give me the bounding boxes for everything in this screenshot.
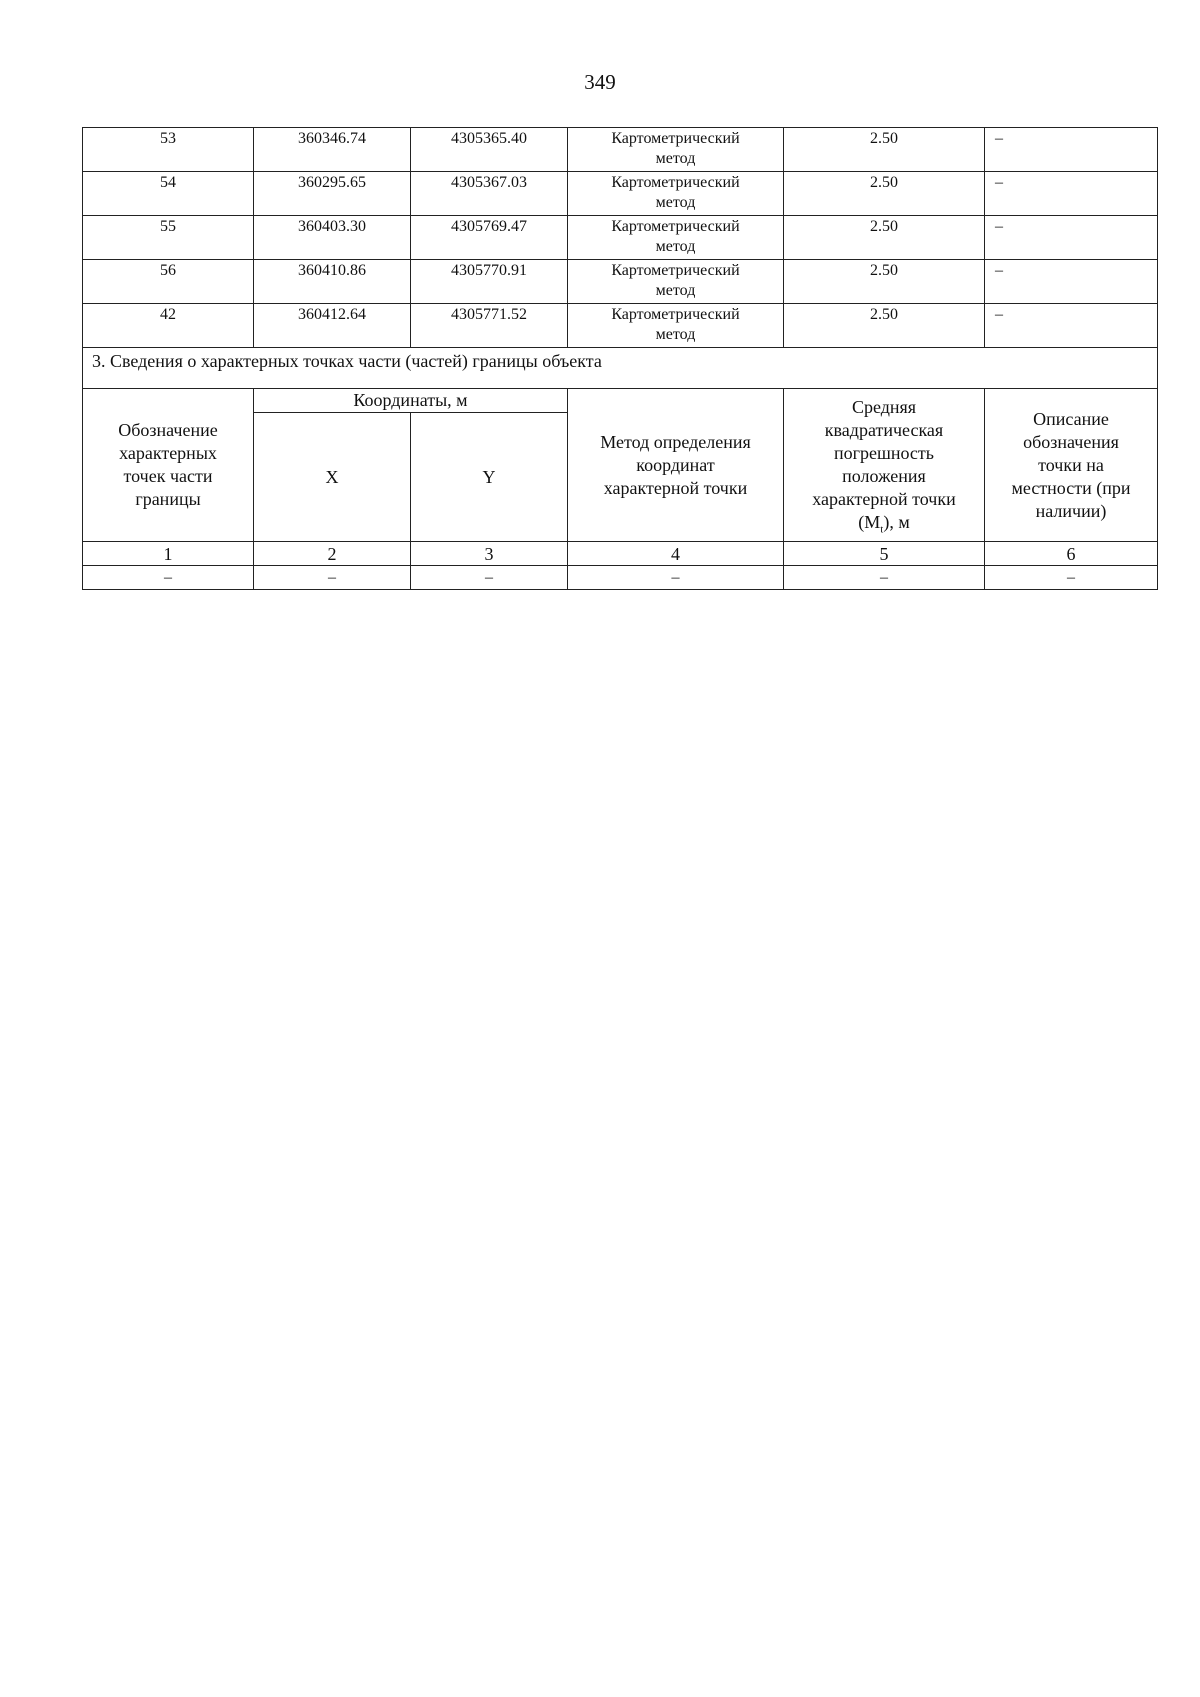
method-cell: [568, 172, 784, 216]
description-cell: –: [985, 172, 1158, 216]
section-title-row: [83, 348, 1158, 389]
header-line: наличии): [1035, 500, 1107, 521]
empty-cell: –: [985, 566, 1158, 590]
point-cell: 54: [83, 172, 254, 216]
method-line: метод: [655, 238, 696, 255]
coordinates-table: [82, 127, 1158, 590]
y-cell: 4305770.91: [411, 260, 568, 304]
description-cell: –: [985, 128, 1158, 172]
empty-data-row: [83, 566, 1158, 590]
empty-cell: –: [254, 566, 411, 590]
y-cell: 4305771.52: [411, 304, 568, 348]
page-number: 349: [584, 70, 616, 94]
column-number: 3: [411, 542, 568, 566]
header-line: характерных: [119, 443, 217, 463]
error-cell: 2.50: [784, 172, 985, 216]
table-row: [83, 216, 1158, 260]
column-number: 4: [568, 542, 784, 566]
method-header: [568, 389, 784, 542]
y-header: Y: [411, 413, 568, 542]
error-cell: 2.50: [784, 216, 985, 260]
point-cell: 53: [83, 128, 254, 172]
column-number-row: [83, 542, 1158, 566]
header-line: положения: [842, 466, 926, 486]
x-cell: 360412.64: [254, 304, 411, 348]
method-cell: [568, 304, 784, 348]
header-line: Метод определения: [600, 431, 751, 452]
error-header: [784, 389, 985, 542]
empty-cell: –: [784, 566, 985, 590]
header-row: [83, 389, 1158, 413]
description-cell: –: [985, 216, 1158, 260]
section-title: 3. Сведения о характерных точках части (частей) границы объекта: [83, 348, 1158, 389]
point-cell: 56: [83, 260, 254, 304]
description-cell: –: [985, 304, 1158, 348]
method-cell: [568, 260, 784, 304]
coordinates-header: Координаты, м: [254, 389, 568, 413]
description-header: [985, 389, 1158, 542]
description-cell: –: [985, 260, 1158, 304]
method-line: Картометрический: [611, 130, 740, 147]
error-unit: ), м: [883, 512, 910, 532]
column-number: 6: [985, 542, 1158, 566]
x-header: X: [254, 413, 411, 542]
method-line: метод: [655, 326, 696, 343]
header-line: характерной точки: [812, 489, 956, 509]
column-number: 1: [83, 542, 254, 566]
header-line: квадратическая: [824, 420, 944, 440]
empty-cell: –: [83, 566, 254, 590]
method-cell: [568, 128, 784, 172]
method-line: метод: [655, 150, 696, 167]
header-line: погрешность: [833, 443, 934, 463]
header-line: точек части: [123, 466, 213, 486]
y-cell: 4305365.40: [411, 128, 568, 172]
header-line: обозначения: [1023, 431, 1119, 452]
method-line: Картометрический: [611, 174, 740, 191]
point-designation-header: [83, 389, 254, 542]
method-line: метод: [655, 194, 696, 211]
empty-cell: –: [411, 566, 568, 590]
x-cell: 360346.74: [254, 128, 411, 172]
table-row: [83, 304, 1158, 348]
header-line: границы: [135, 489, 201, 509]
x-cell: 360410.86: [254, 260, 411, 304]
header-line: характерной точки: [603, 477, 748, 498]
method-cell: [568, 216, 784, 260]
column-number: 2: [254, 542, 411, 566]
x-cell: 360403.30: [254, 216, 411, 260]
header-line: Описание: [1033, 408, 1109, 429]
error-cell: 2.50: [784, 304, 985, 348]
method-line: Картометрический: [611, 262, 740, 279]
error-cell: 2.50: [784, 260, 985, 304]
error-symbol: (M: [858, 512, 881, 532]
table-row: [83, 260, 1158, 304]
x-cell: 360295.65: [254, 172, 411, 216]
table-row: [83, 128, 1158, 172]
empty-cell: –: [568, 566, 784, 590]
header-line: координат: [636, 454, 715, 475]
method-line: Картометрический: [611, 306, 740, 323]
method-line: метод: [655, 282, 696, 299]
y-cell: 4305769.47: [411, 216, 568, 260]
point-cell: 55: [83, 216, 254, 260]
error-subscript: t: [880, 523, 884, 536]
header-line: точки на: [1038, 454, 1104, 475]
column-number: 5: [784, 542, 985, 566]
header-line: Обозначение: [118, 420, 218, 440]
method-line: Картометрический: [611, 218, 740, 235]
table-row: [83, 172, 1158, 216]
error-cell: 2.50: [784, 128, 985, 172]
point-cell: 42: [83, 304, 254, 348]
header-line: местности (при: [1011, 477, 1131, 498]
header-line: Средняя: [851, 397, 917, 417]
y-cell: 4305367.03: [411, 172, 568, 216]
